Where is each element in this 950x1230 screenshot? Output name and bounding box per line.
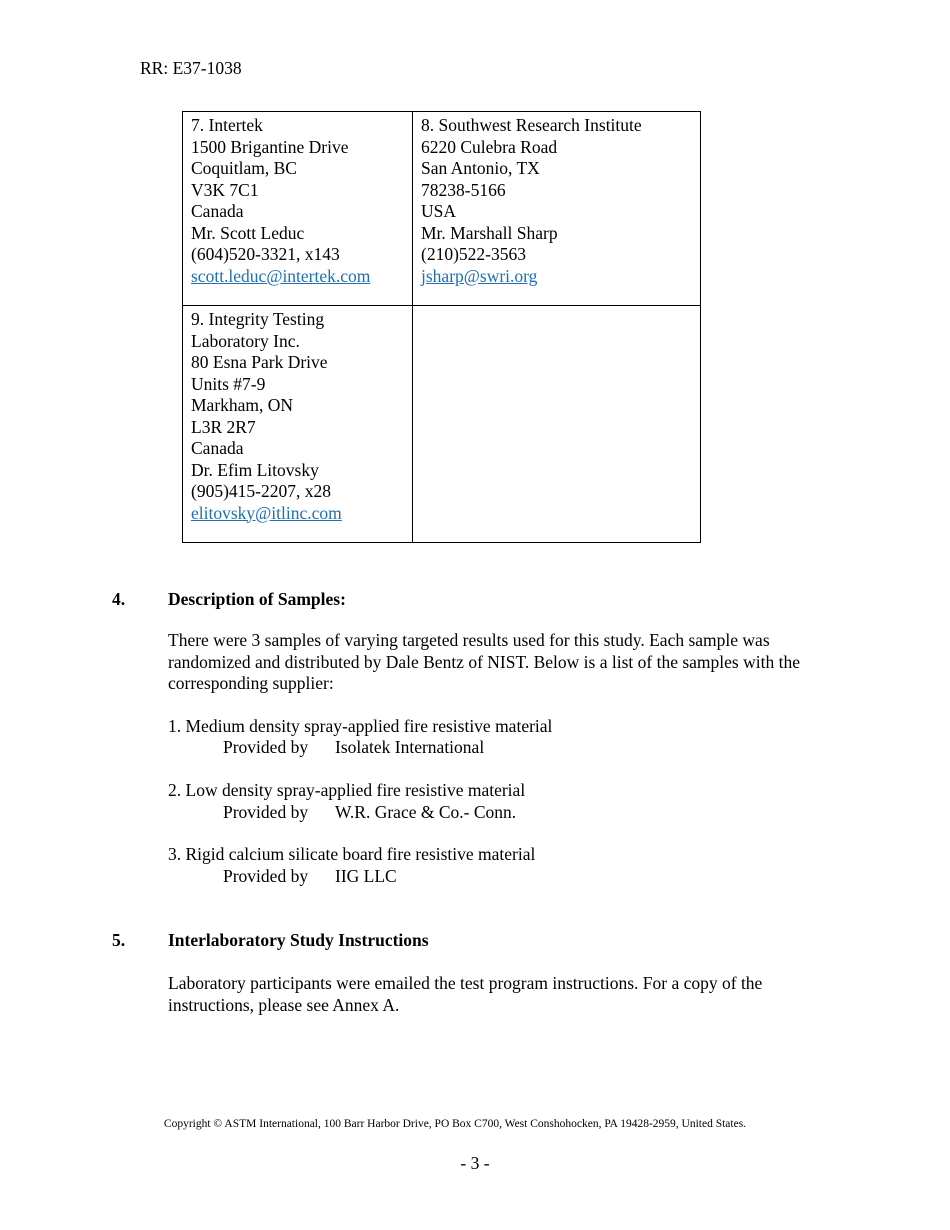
laboratory-table <box>182 111 701 543</box>
provided-by-label: Provided by <box>223 802 309 822</box>
provided-by-label: Provided by <box>223 737 309 757</box>
section-4-title: Description of Samples: <box>168 589 346 609</box>
sample-1-supplier: Isolatek International <box>335 737 485 757</box>
lab-city: Coquitlam, BC <box>191 158 297 178</box>
lab-name: 8. Southwest Research Institute <box>421 115 642 135</box>
sample-2-provider <box>223 802 516 824</box>
lab-address: 80 Esna Park Drive <box>191 352 328 372</box>
lab-postal-code: V3K 7C1 <box>191 179 259 200</box>
lab-city: San Antonio, TX <box>421 158 540 178</box>
lab-cell-swri <box>413 112 701 306</box>
sample-1-name: 1. Medium density spray-applied fire resistive material <box>168 716 553 736</box>
section-5-title: Interlaboratory Study Instructions <box>168 930 429 950</box>
lab-country: Canada <box>191 201 244 221</box>
lab-contact: Dr. Efim Litovsky <box>191 459 319 480</box>
lab-cell-intertek <box>183 112 413 306</box>
empty-cell <box>413 306 701 543</box>
lab-cell-integrity-testing <box>183 306 413 543</box>
section-4-number: 4. <box>112 589 126 609</box>
lab-phone: (210)522-3563 <box>421 244 526 264</box>
report-id: RR: E37-1038 <box>140 58 242 78</box>
sample-3-name: 3. Rigid calcium silicate board fire resistive material <box>168 844 536 864</box>
lab-name-cont: Laboratory Inc. <box>191 330 300 351</box>
lab-address: 1500 Brigantine Drive <box>191 136 349 157</box>
sample-2-supplier: W.R. Grace & Co.- Conn. <box>335 802 517 822</box>
lab-contact: Mr. Scott Leduc <box>191 222 305 243</box>
lab-email-link[interactable]: elitovsky@itlinc.com <box>191 502 342 523</box>
lab-name: 7. Intertek <box>191 115 263 135</box>
page-number: - 3 - <box>460 1153 490 1173</box>
lab-name: 9. Integrity Testing <box>191 309 325 329</box>
sample-3-supplier: IIG LLC <box>335 866 397 886</box>
lab-phone: (604)520-3321, x143 <box>191 244 340 264</box>
section-5-number: 5. <box>112 930 126 950</box>
copyright-footer: Copyright © ASTM International, 100 Barr Harbor Drive, PO Box C700, West Conshohocken, PA 19428-2959, United States. <box>163 1118 747 1130</box>
lab-phone: (905)415-2207, x28 <box>191 481 331 501</box>
lab-email-link[interactable]: jsharp@swri.org <box>421 265 538 286</box>
lab-city: Markham, ON <box>191 395 294 415</box>
lab-contact: Mr. Marshall Sharp <box>421 222 558 243</box>
sample-2-name: 2. Low density spray-applied fire resistive material <box>168 780 526 800</box>
lab-country: Canada <box>191 438 244 458</box>
lab-email-link[interactable]: scott.leduc@intertek.com <box>191 265 371 286</box>
lab-postal-code: 78238-5166 <box>421 179 506 200</box>
lab-units: Units #7-9 <box>191 373 266 394</box>
section-4-paragraph: There were 3 samples of varying targeted results used for this study. Each sample was randomized and distributed by Dale Bentz of NIST. Below is a list of the samples with the corresponding supplier: <box>168 630 800 693</box>
lab-country: USA <box>421 201 457 221</box>
sample-1-provider <box>223 737 484 759</box>
section-5-paragraph: Laboratory participants were emailed the test program instructions. For a copy of the instructions, please see Annex A. <box>168 973 763 1015</box>
lab-address: 6220 Culebra Road <box>421 136 558 157</box>
provided-by-label: Provided by <box>223 866 309 886</box>
sample-3-provider <box>223 866 397 888</box>
lab-postal-code: L3R 2R7 <box>191 416 256 437</box>
